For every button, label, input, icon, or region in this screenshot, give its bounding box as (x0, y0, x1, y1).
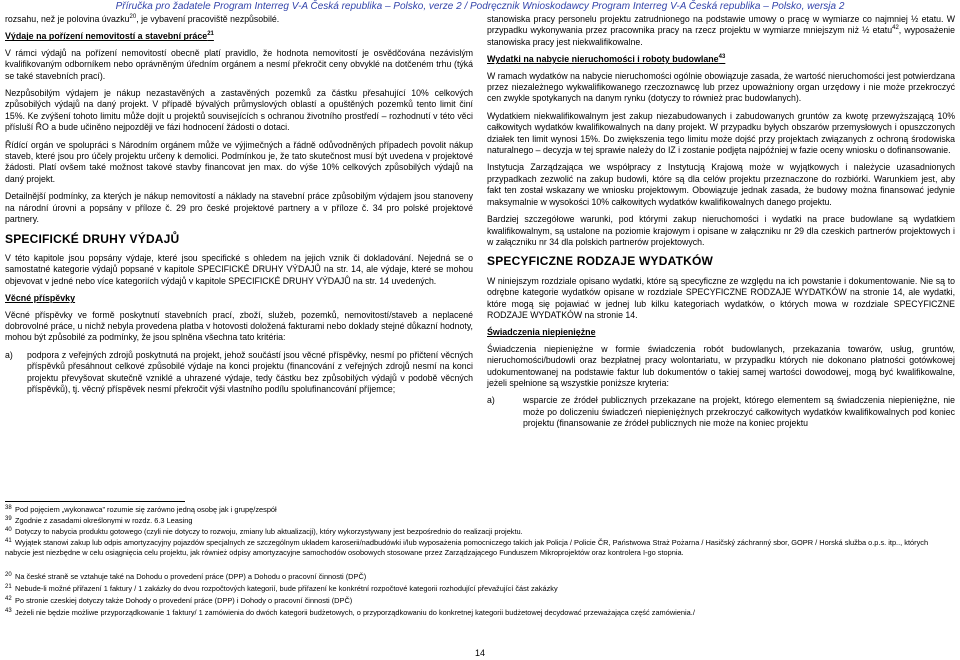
section-heading-real-estate: Výdaje na pořízení nemovitostí a stavební práce$^{21}$ (5, 31, 214, 42)
paragraph: W ramach wydatków na nabycie nieruchomości ogólnie obowiązuje zasada, że wartość nieruchomości jest potwierdzana przez niezależnego wykwalifikowanego rzeczoznawcę lub przez upoważniony organ urzędowy i nie może przekroczyć cen zwykle spotykanych na danym rynku (dotyczy to również prac budowlanych). (487, 70, 955, 104)
left-column-czech (5, 14, 473, 399)
list-item (487, 395, 955, 429)
footnote: 41 Wyjątek stanowi zakup lub odpis amortyzacyjny pojazdów specjalnych ze szczególnym układem karoserii/nadbudówki i/lub wyposażenia pomocniczego takich jak Policja / Policie ČR, Państwowa Straż Pożarna / Hasičský záchranný sbor, GOPR / Horská služba o.p.s. itp.., których nabycie jest niezbędne w celu osiągnięcia celu projektu, jak również odpisy amortyzacyjne samochodów osobowych stosowane przez Zarządzającego Funduszem Mikroprojektów oraz kontrolera I-go stopnia. (5, 537, 929, 557)
footnote-ref: 42 (892, 25, 899, 32)
footnote: 43 Jeżeli nie będzie możliwe przyporządkowanie 1 faktury/ 1 zamówienia do dwóch kategorii budżetowych, o przyporządkowaniu do konkretnej kategorii budżetowej decydować przeważająca część zamówienia./ (5, 607, 695, 617)
paragraph: Instytucja Zarządzająca we współpracy z Instytucją Krajową może w wyjątkowych i należycie uzasadnionych przypadkach zezwolić na zakup budowli, które są dla celów projektu przeznaczone do rozbiórki. Warunkiem jest, aby fakt ten został wskazany we wniosku projektowym. Obowiązuje jednak zasada, że budowy można finansować jedynie maksymalnie w wysokości 10% całkowitych wydatków kwalifikowalnych danego projektu. (487, 162, 955, 207)
footnote: 21 Nebude-li možné přiřazení 1 faktury / 1 zakázky do dvou rozpočtových kategorií, bude přiřazení ke konkrétní rozpočtové kategorii rozhodující převažující část zakázky (5, 583, 558, 593)
paragraph: Řídící orgán ve spolupráci s Národním orgánem může ve výjimečných a řádně odůvodněných případech povolit nákup staveb, které jsou pro účely projektu určeny k demolici. Podmínkou je, že tato skutečnost musí být uvedena v projektové žádosti. Platí ovšem také možnost takové stavby financovat jen max. do výše 10% celkových způsobilých výdajů na daný projekt. (5, 139, 473, 184)
running-header: Příručka pro žadatele Program Interreg V-A Česká republika – Polsko, verze 2 / Podręcznik Wnioskodawcy Program Interreg V-A Česká republika – Polsko, wersja 2 (115, 1, 845, 12)
footnote: 38 Pod pojęciem „wykonawca” rozumie się zarówno jedną osobę jak i grupę/zespół (5, 504, 277, 514)
right-column-polish (487, 14, 955, 434)
section-heading-real-estate: Wydatki na nabycie nieruchomości i roboty budowlane$^{43}$ (487, 54, 726, 65)
footnote-ref: 43 (718, 54, 726, 61)
chapter-heading-specific-expenses: SPECIFICKÉ DRUHY VÝDAJŮ (5, 231, 180, 246)
list-label: a) (5, 349, 13, 360)
footnote: 20 Na české straně se vztahuje také na Dohodu o provedení práce (DPP) a Dohodu o pracovní činnosti (DPČ) (5, 571, 367, 581)
intro-paragraph: stanowiska pracy personelu projektu zatrudnionego na podstawie umowy o pracę w wymiarze co najmniej ½ etatu. W przypadku wykonywania przez pracownika pracy na rzecz projektu w wymiarze mniejszym niż ½ etatu$^{42}$, wyposażenie stanowiska pracy jest niekwalifikowalne. (487, 14, 955, 47)
intro-paragraph: rozsahu, než je polovina úvazku$^{20}$, je vybavení pracoviště nezpůsobilé. (5, 14, 280, 24)
paragraph: V rámci výdajů na pořízení nemovitostí obecně platí pravidlo, že hodnota nemovitostí je osvědčována nezávislým kvalifikovaným odborníkem nebo oprávněným úředním orgánem a nesmí překročit ceny obvyklé na dotčeném trhu (týká se také stavebních prací). (5, 47, 473, 81)
paragraph: Wydatkiem niekwalifikowalnym jest zakup niezabudowanych i zabudowanych gruntów za kwotę przewyższającą 10% całkowitych wydatków kwalifikowalnych na dany projekt. W przypadku byłych obszarów przemysłowych i opuszczonych działek ten limit wynosi 15%. Do zwiększenia tego limitu może dojść przy projektach związanych z ochroną środowiska naturalnego – decyzja w tej sprawie należy do IZ i zostanie podjęta najpóźniej w fazie oceny wniosku o dofinansowanie. (487, 110, 955, 156)
paragraph: Věcné příspěvky ve formě poskytnutí stavebních prací, zboží, služeb, pozemků, nemovitostí/staveb a neplacené dobrovolné práce, u nichž nebyla provedena platba v hotovosti doložená fakturami nebo doklady stejné důkazní hodnoty, mohou být způsobilé za podmínky, že jsou splněna všechna tato kritéria: (5, 309, 473, 343)
footnote-separator (5, 501, 185, 502)
paragraph: Detailnější podmínky, za kterých je nákup nemovitostí a náklady na stavební práce způsobilým výdajem jsou stanoveny na národní úrovni a popsány v příloze č. 29 pro české projektové partnery a v příloze č. 34 pro polské projektové partnery. (5, 191, 473, 225)
footnote: 40 Dotyczy to nabycia produktu gotowego (czyli nie dotyczy to rozwoju, zmiany lub aktualizacji), który wykorzystywany jest bezpośrednio do realizacji projektu. (5, 526, 523, 536)
list-label: a) (487, 395, 495, 406)
paragraph: Świadczenia niepieniężne w formie świadczenia robót budowlanych, przekazania towarów, usług, gruntów, nieruchomości/budowli oraz bezpłatnej pracy wolontariatu, w przypadku których nie dokonano płatności gotówkowej udokumentowanej na podstawie faktur lub dokumentów o takiej samej wartości dowodowej, mogą być kwalifikowalne, jeżeli spełnione są wszystkie poniższe kryteria: (487, 343, 955, 388)
section-heading-in-kind: Věcné příspěvky (5, 293, 76, 304)
page-number: 14 (474, 648, 485, 658)
paragraph: Nezpůsobilým výdajem je nákup nezastavěných a zastavěných pozemků za částku přesahující 10% celkových způsobilých výdajů na daný projekt. V případě bývalých průmyslových oblastí a opuštěných pozemků tento limit činí 15%. Ke zvýšení tohoto limitu může dojít u projektů souvisejících s ochranou životního prostředí – rozhodnutí v této věci přísluší ŘO a bude učiněno nejpozději ve fázi hodnocení žádosti o dotaci. (5, 88, 473, 133)
chapter-heading-specific-expenses: SPECYFICZNE RODZAJE WYDATKÓW (487, 254, 714, 269)
footnote-ref: 21 (207, 31, 214, 38)
section-heading-in-kind: Świadczenia niepieniężne (487, 327, 596, 338)
list-text: podpora z veřejných zdrojů poskytnutá na projekt, jehož součástí jsou věcné příspěvky, nesmí po přičtení věcných příspěvků přesáhnout celkové způsobilé výdaje na konci projektu (financování z veřejných zdrojů nesmí na konci projektu převyšovat skutečně vzniklé a uhrazené výdaje, tedy částku bez způsobilých výdajů v podobě věcných příspěvků), tj. věcný příspěvek nesmí překročit výši vlastního podílu spolufinancování příjemce; (27, 349, 473, 394)
paragraph: V této kapitole jsou popsány výdaje, které jsou specifické s ohledem na jejich vznik či dokladování. Nejedná se o samostatné kategorie výdajů popsané v kapitole SPECIFICKÉ DRUHY VÝDAJŮ na str. 14, ale výdaje, které se mohou objevovat v jedné nebo více kategoriích výdajů v kapitole SPECIFICKÉ DRUHY VÝDAJŮ na str. 14 uvedených. (5, 252, 473, 286)
list-item (5, 350, 473, 396)
footnote: 39 Zgodnie z zasadami określonymi w rozdz. 6.3 Leasing (5, 515, 193, 525)
footnote: 42 Po stronie czeskiej dotyczy także Dohody o provedení práce (DPP) i Dohody o pracovní činnosti (DPČ) (5, 595, 353, 605)
paragraph: W niniejszym rozdziale opisano wydatki, które są specyficzne ze względu na ich powstanie i dokumentowanie. Nie są to odrębne kategorie wydatków opisane w rozdziale SPECYFICZNE RODZAJE WYDATKÓW na stronie 14, ale wydatki, które mogą się pojawiać w jednej lub kilku kategoriach wydatków, o których mowa w rozdziale SPECYFICZNE RODZAJE WYDATKÓW na stronie 14. (487, 275, 955, 320)
list-text: wsparcie ze źródeł publicznych przekazane na projekt, którego elementem są świadczenia niepieniężne, nie może po doliczeniu świadczeń niepieniężnych przekroczyć całkowitych wydatków kwalifikowalnych pod koniec projektu (finansowanie ze źródeł publicznych nie może na koniec projektu (523, 395, 955, 429)
footnote-ref: 20 (129, 14, 137, 21)
paragraph: Bardziej szczegółowe warunki, pod którymi zakup nieruchomości i wydatki na prace budowlane są wydatkiem kwalifikowalnym, są ustalone na poziomie krajowym i opisane w załączniku nr 29 dla czeskich partnerów projektowych i w załączniku nr 34 dla polskich partnerów projektowych. (487, 214, 955, 247)
